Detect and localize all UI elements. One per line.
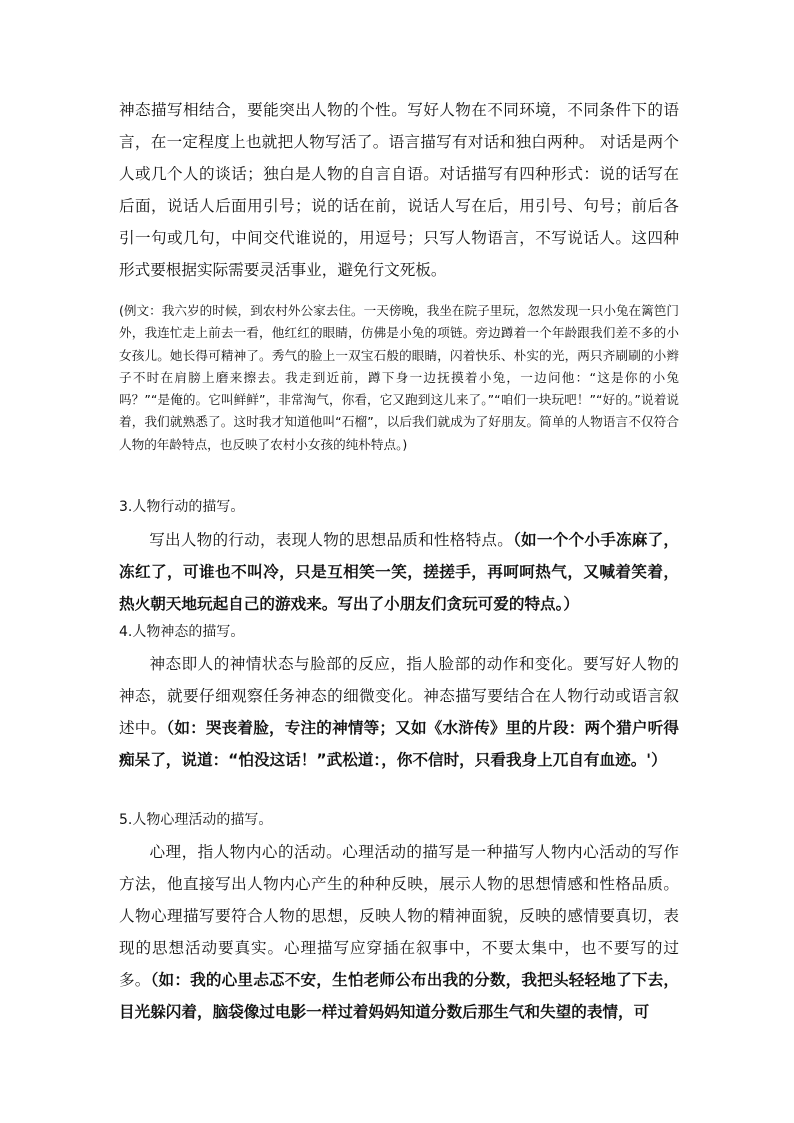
section-3-text: 写出人物的行动，表现人物的思想品质和性格特点。 [149,531,514,549]
section-5-heading: 5.人物心理活动的描写。 [119,812,273,828]
section-4-paragraph [119,648,679,776]
section-4-heading: 4.人物神态的描写。 [119,624,245,640]
example-paragraph: (例文：我六岁的时候，到农村外公家去住。一天傍晚，我坐在院子里玩，忽然发现一只小兔在篱笆门外，我连忙走上前去一看，他红红的眼睛，仿佛是小兔的项链。旁边蹲着一个年龄跟我们差不多的小女孩儿。她长得可精神了。秀气的脸上一双宝石般的眼睛，闪着快乐、朴实的光，两只齐刷刷的小辫子不时在肩膀上磨来擦去。我走到近前，蹲下身一边抚摸着小兔，一边问他：“这是你的小兔吗？”“是俺的。它叫鲜鲜”，非常淘气，你看，它又跑到这儿来了。”“咱们一块玩吧！”“好的。”说着说着，我们就熟悉了。这时我才知道他叫“石榴”，以后我们就成为了好朋友。简单的人物语言不仅符合人物的年龄特点，也反映了农村小女孩的纯朴特点。) [119,303,679,452]
section-3-heading: 3.人物行动的描写。 [119,499,245,515]
intro-paragraph: 神态描写相结合，要能突出人物的个性。写好人物在不同环境，不同条件下的语言，在一定程度上也就把人物写活了。语言描写有对话和独白两种。 对话是两个人或几个人的谈话；独白是人物的自言自语。对话描写有四种形式：说的话写在后面，说话人后面用引号；说的话在前，说话人写在后，用引号、句号；前后各引一句或几句，中间交代谁说的，用逗号；只写人物语言，不写说话人。这四种形式要根据实际需要灵活事业，避免行文死板。 [119,101,679,279]
section-5-example: （如：我的心里忐忑不安，生怕老师公布出我的分数，我把头轻轻地了下去，目光躲闪着，脑袋像过电影一样过着妈妈知道分数后那生气和失望的表情，可 [119,971,679,1021]
section-5-text: 心理，指人物内心的活动。心理活动的描写是一种描写人物内心活动的写作方法，他直接写出人物内心产生的种种反映，展示人物的思想情感和性格品质。人物心理描写要符合人物的思想，反映人物的精神面貌，反映的感情要真切，表现的思想活动要真实。心理描写应穿插在叙事中，不要太集中，也不要写的过多。 [119,843,679,989]
section-3-paragraph [119,524,679,620]
section-4-text: 神态即人的神情状态与脸部的反应，指人脸部的动作和变化。要写好人物的神态，就要仔细观察任务神态的细微变化。神态描写要结合在人物行动或语言叙述中。 [119,655,679,737]
section-5-paragraph [119,836,679,1028]
section-4-example: （如：哭丧着脸，专注的神情等；又如《水浒传》里的片段：两个猎户听得痴呆了，说道：“怕没这话！”武松道：，你不信时，只看我身上兀自有血迹。'） [119,719,679,769]
section-3-example: （如一个个小手冻麻了，冻红了，可谁也不叫冷，只是互相笑一笑，搓搓手，再呵呵热气，又喊着笑着，热火朝天地玩起自己的游戏来。写出了小朋友们贪玩可爱的特点。） [119,531,679,613]
